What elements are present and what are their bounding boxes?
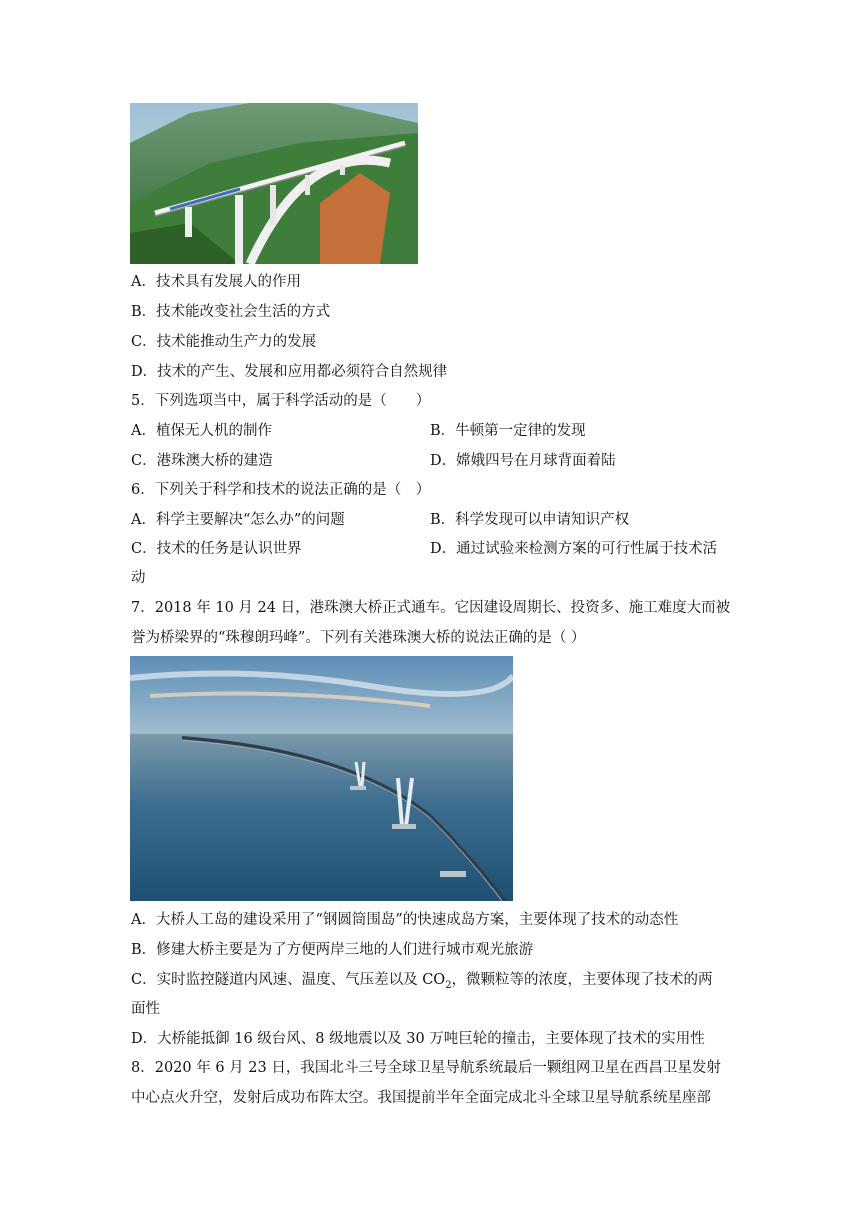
- sea-bridge-photo: [130, 656, 513, 901]
- q4-option-d: D．技术的产生、发展和应用都必须符合自然规律: [131, 364, 448, 380]
- q6-option-d-continued: 动: [131, 570, 146, 586]
- q7-option-c-continued: 面性: [131, 1001, 160, 1017]
- q4-option-a: A．技术具有发展人的作用: [131, 274, 301, 290]
- q6-option-a: A．科学主要解决“怎么办”的问题: [131, 512, 345, 528]
- q4-option-b: B．技术能改变社会生活的方式: [131, 304, 331, 320]
- q7-stem-line1: 7．2018 年 10 月 24 日，港珠澳大桥正式通车。它因建设周期长、投资多、施工难度大而被: [131, 600, 731, 616]
- q7-option-a: A．大桥人工岛的建设采用了“钢圆筒围岛”的快速成岛方案，主要体现了技术的动态性: [131, 912, 679, 928]
- q8-stem-line1: 8．2020 年 6 月 23 日，我国北斗三号全球卫星导航系统最后一颗组网卫星在西昌卫星发射: [131, 1060, 721, 1076]
- q6-option-c: C．技术的任务是认识世界: [131, 541, 302, 557]
- q7-stem-line2: 誉为桥梁界的“珠穆朗玛峰”。下列有关港珠澳大桥的说法正确的是（ ）: [131, 630, 586, 646]
- q6-option-d: D．通过试验来检测方案的可行性属于技术活: [430, 541, 718, 557]
- arch-bridge-photo: [130, 103, 418, 264]
- q5-option-b: B．牛顿第一定律的发现: [430, 423, 586, 439]
- q4-option-c: C．技术能推动生产力的发展: [131, 334, 317, 350]
- q8-stem-line2: 中心点火升空，发射后成功布阵太空。我国提前半年全面完成北斗全球卫星导航系统星座部: [131, 1090, 711, 1106]
- q5-option-a: A．植保无人机的制作: [131, 423, 272, 439]
- q7-option-c: C．实时监控隧道内风速、温度、气压差以及 $CO_2$，微颗粒等的浓度，主要体现了技术的两: [131, 972, 713, 991]
- q6-option-b: B．科学发现可以申请知识产权: [430, 512, 630, 528]
- q5-stem: 5．下列选项当中，属于科学活动的是（ ）: [131, 393, 431, 409]
- q7-option-d: D．大桥能抵御 16 级台风、8 级地震以及 30 万吨巨轮的撞击，主要体现了技术的实用性: [131, 1031, 705, 1047]
- q6-stem: 6．下列关于科学和技术的说法正确的是（ ）: [131, 482, 431, 498]
- q5-option-d: D．嫦娥四号在月球背面着陆: [430, 453, 616, 469]
- q5-option-c: C．港珠澳大桥的建造: [131, 453, 273, 469]
- q7-option-b: B．修建大桥主要是为了方便两岸三地的人们进行城市观光旅游: [131, 942, 534, 958]
